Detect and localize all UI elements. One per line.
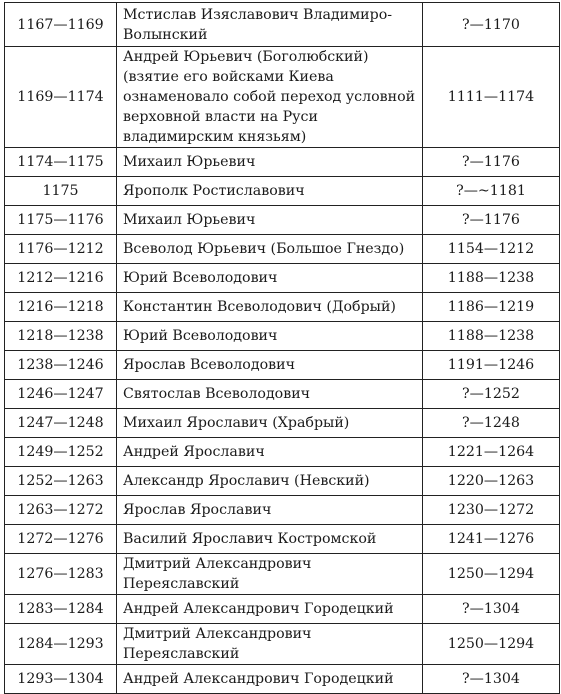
table-row [5, 47, 560, 148]
life-years-cell: 1250—1294 [423, 624, 560, 665]
life-years-cell: 1111—1174 [423, 47, 560, 148]
ruler-name-cell: Андрей Александрович Городецкий [117, 665, 423, 694]
table-row [5, 351, 560, 380]
ruler-name-cell: Андрей Александрович Городецкий [117, 595, 423, 624]
reign-years-cell: 1169—1174 [5, 47, 117, 148]
life-years-cell: 1191—1246 [423, 351, 560, 380]
ruler-name-cell: Святослав Всеволодович [117, 380, 423, 409]
reign-years-cell: 1175—1176 [5, 206, 117, 235]
life-years-cell: ?—1170 [423, 3, 560, 47]
life-years-cell: ?—~1181 [423, 177, 560, 206]
reign-years-cell: 1263—1272 [5, 496, 117, 525]
reign-years-cell: 1249—1252 [5, 438, 117, 467]
ruler-name-cell: Юрий Всеволодович [117, 264, 423, 293]
table-row [5, 525, 560, 554]
ruler-name-cell: Ярополк Ростиславович [117, 177, 423, 206]
table-row [5, 177, 560, 206]
life-years-cell: 1230—1272 [423, 496, 560, 525]
reign-years-cell: 1293—1304 [5, 665, 117, 694]
reign-years-cell: 1174—1175 [5, 148, 117, 177]
ruler-name-cell: Андрей Ярославич [117, 438, 423, 467]
ruler-name-cell: Дмитрий Александрович Переяславский [117, 624, 423, 665]
life-years-cell: 1186—1219 [423, 293, 560, 322]
rulers-table [4, 2, 560, 694]
table-row [5, 665, 560, 694]
table-row [5, 467, 560, 496]
table-row [5, 438, 560, 467]
life-years-cell: 1241—1276 [423, 525, 560, 554]
reign-years-cell: 1283—1284 [5, 595, 117, 624]
reign-years-cell: 1218—1238 [5, 322, 117, 351]
life-years-cell: ?—1304 [423, 595, 560, 624]
ruler-name-cell: Ярослав Всеволодович [117, 351, 423, 380]
ruler-name-cell: Ярослав Ярославич [117, 496, 423, 525]
table-row [5, 595, 560, 624]
ruler-name-cell: Андрей Юрьевич (Боголюбский) (взятие его войсками Киева ознаменовало собой переход условной верховной власти на Руси владимирским князьям) [117, 47, 423, 148]
table-row [5, 496, 560, 525]
life-years-cell: 1220—1263 [423, 467, 560, 496]
life-years-cell: ?—1252 [423, 380, 560, 409]
table-row [5, 235, 560, 264]
reign-years-cell: 1212—1216 [5, 264, 117, 293]
reign-years-cell: 1216—1218 [5, 293, 117, 322]
reign-years-cell: 1176—1212 [5, 235, 117, 264]
table-row [5, 148, 560, 177]
ruler-name-cell: Мстислав Изяславович Владимиро-Волынский [117, 3, 423, 47]
rulers-table-body [5, 3, 560, 694]
reign-years-cell: 1284—1293 [5, 624, 117, 665]
table-row [5, 624, 560, 665]
ruler-name-cell: Юрий Всеволодович [117, 322, 423, 351]
life-years-cell: 1250—1294 [423, 554, 560, 595]
reign-years-cell: 1175 [5, 177, 117, 206]
life-years-cell: 1188—1238 [423, 264, 560, 293]
table-row [5, 322, 560, 351]
table-row [5, 3, 560, 47]
ruler-name-cell: Всеволод Юрьевич (Большое Гнездо) [117, 235, 423, 264]
life-years-cell: 1188—1238 [423, 322, 560, 351]
table-row [5, 293, 560, 322]
table-row [5, 264, 560, 293]
ruler-name-cell: Михаил Юрьевич [117, 148, 423, 177]
life-years-cell: 1154—1212 [423, 235, 560, 264]
reign-years-cell: 1238—1246 [5, 351, 117, 380]
life-years-cell: 1221—1264 [423, 438, 560, 467]
ruler-name-cell: Дмитрий Александрович Переяславский [117, 554, 423, 595]
table-row [5, 554, 560, 595]
ruler-name-cell: Константин Всеволодович (Добрый) [117, 293, 423, 322]
reign-years-cell: 1276—1283 [5, 554, 117, 595]
reign-years-cell: 1272—1276 [5, 525, 117, 554]
reign-years-cell: 1246—1247 [5, 380, 117, 409]
reign-years-cell: 1252—1263 [5, 467, 117, 496]
reign-years-cell: 1247—1248 [5, 409, 117, 438]
life-years-cell: ?—1176 [423, 148, 560, 177]
ruler-name-cell: Михаил Ярославич (Храбрый) [117, 409, 423, 438]
life-years-cell: ?—1304 [423, 665, 560, 694]
life-years-cell: ?—1248 [423, 409, 560, 438]
table-row [5, 206, 560, 235]
ruler-name-cell: Александр Ярославич (Невский) [117, 467, 423, 496]
table-row [5, 409, 560, 438]
ruler-name-cell: Михаил Юрьевич [117, 206, 423, 235]
table-row [5, 380, 560, 409]
reign-years-cell: 1167—1169 [5, 3, 117, 47]
life-years-cell: ?—1176 [423, 206, 560, 235]
ruler-name-cell: Василий Ярославич Костромской [117, 525, 423, 554]
